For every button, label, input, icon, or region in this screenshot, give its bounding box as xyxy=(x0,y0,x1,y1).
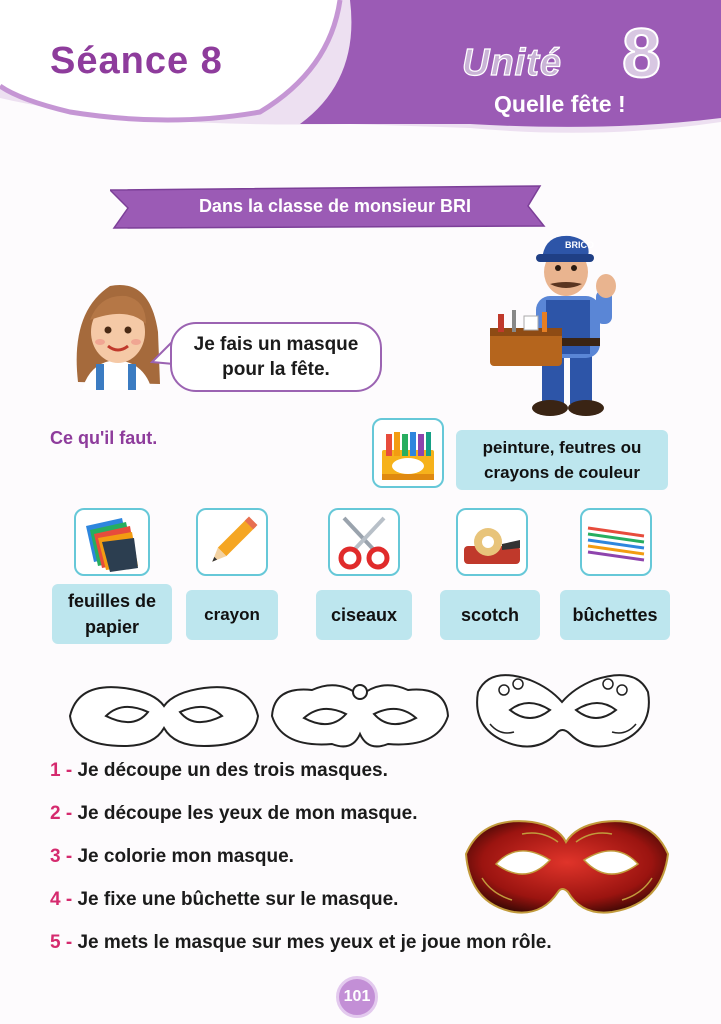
label-tape: scotch xyxy=(440,590,540,640)
bubble-line-2: pour la fête. xyxy=(222,359,330,380)
scissors-card xyxy=(328,508,400,576)
label-scissors: ciseaux xyxy=(316,590,412,640)
label-sticks: bûchettes xyxy=(560,590,670,640)
sticks-card xyxy=(580,508,652,576)
label-pencil: crayon xyxy=(186,590,278,640)
unit-title: Quelle fête ! xyxy=(494,91,626,117)
tape-card xyxy=(456,508,528,576)
step-3 xyxy=(50,846,294,868)
red-carnival-mask xyxy=(462,808,672,920)
step-4 xyxy=(50,889,398,911)
label-paper xyxy=(52,584,172,644)
label-paint-markers xyxy=(456,430,668,490)
session-title: Séance 8 xyxy=(50,40,223,82)
step-2-text: Je découpe les yeux de mon masque. xyxy=(72,803,418,824)
ribbon-title: Dans la classe de monsieur BRI xyxy=(198,196,472,216)
mask-outline-butterfly xyxy=(470,662,656,762)
step-5-text: Je mets le masque sur mes yeux et je joue mon rôle. xyxy=(72,932,552,953)
unit-number: 8 xyxy=(622,14,661,92)
girl-character xyxy=(70,272,162,390)
label-paint-line-2: crayons de couleur xyxy=(484,463,640,482)
step-3-text: Je colorie mon masque. xyxy=(72,846,294,867)
step-1-number: 1 - xyxy=(50,760,73,781)
needs-heading: Ce qu'il faut. xyxy=(50,428,158,448)
page-number: 101 xyxy=(336,976,378,1018)
step-2-number: 2 - xyxy=(50,803,73,824)
step-1-text: Je découpe un des trois masques. xyxy=(72,760,388,781)
label-paint-line-1: peinture, feutres ou xyxy=(482,438,642,457)
label-paper-line-1: feuilles de xyxy=(67,591,157,611)
tape-dispenser-icon xyxy=(458,510,526,574)
crayon-box-icon xyxy=(374,420,442,486)
paper-sheets-card xyxy=(74,508,150,576)
mask-outline-simple xyxy=(64,676,264,756)
bubble-line-1: Je fais un masque xyxy=(193,334,359,355)
cap-logo-text: BRICO xyxy=(565,240,594,250)
step-2 xyxy=(50,803,417,825)
step-4-text: Je fixe une bûchette sur le masque. xyxy=(72,889,399,910)
step-3-number: 3 - xyxy=(50,846,73,867)
mask-outline-ornate xyxy=(268,672,452,758)
step-4-number: 4 - xyxy=(50,889,73,910)
sticks-icon xyxy=(582,510,650,574)
crayon-box-card xyxy=(372,418,444,488)
speech-bubble xyxy=(170,322,382,392)
unit-label: Unité xyxy=(462,42,562,84)
step-5-number: 5 - xyxy=(50,932,73,953)
handyman-character xyxy=(484,234,634,420)
pencil-icon xyxy=(198,510,266,574)
scissors-icon xyxy=(330,510,398,574)
label-paper-line-2: papier xyxy=(84,617,140,637)
paper-sheets-icon xyxy=(76,510,148,574)
step-1 xyxy=(50,760,388,782)
pencil-card xyxy=(196,508,268,576)
step-5 xyxy=(50,932,552,954)
